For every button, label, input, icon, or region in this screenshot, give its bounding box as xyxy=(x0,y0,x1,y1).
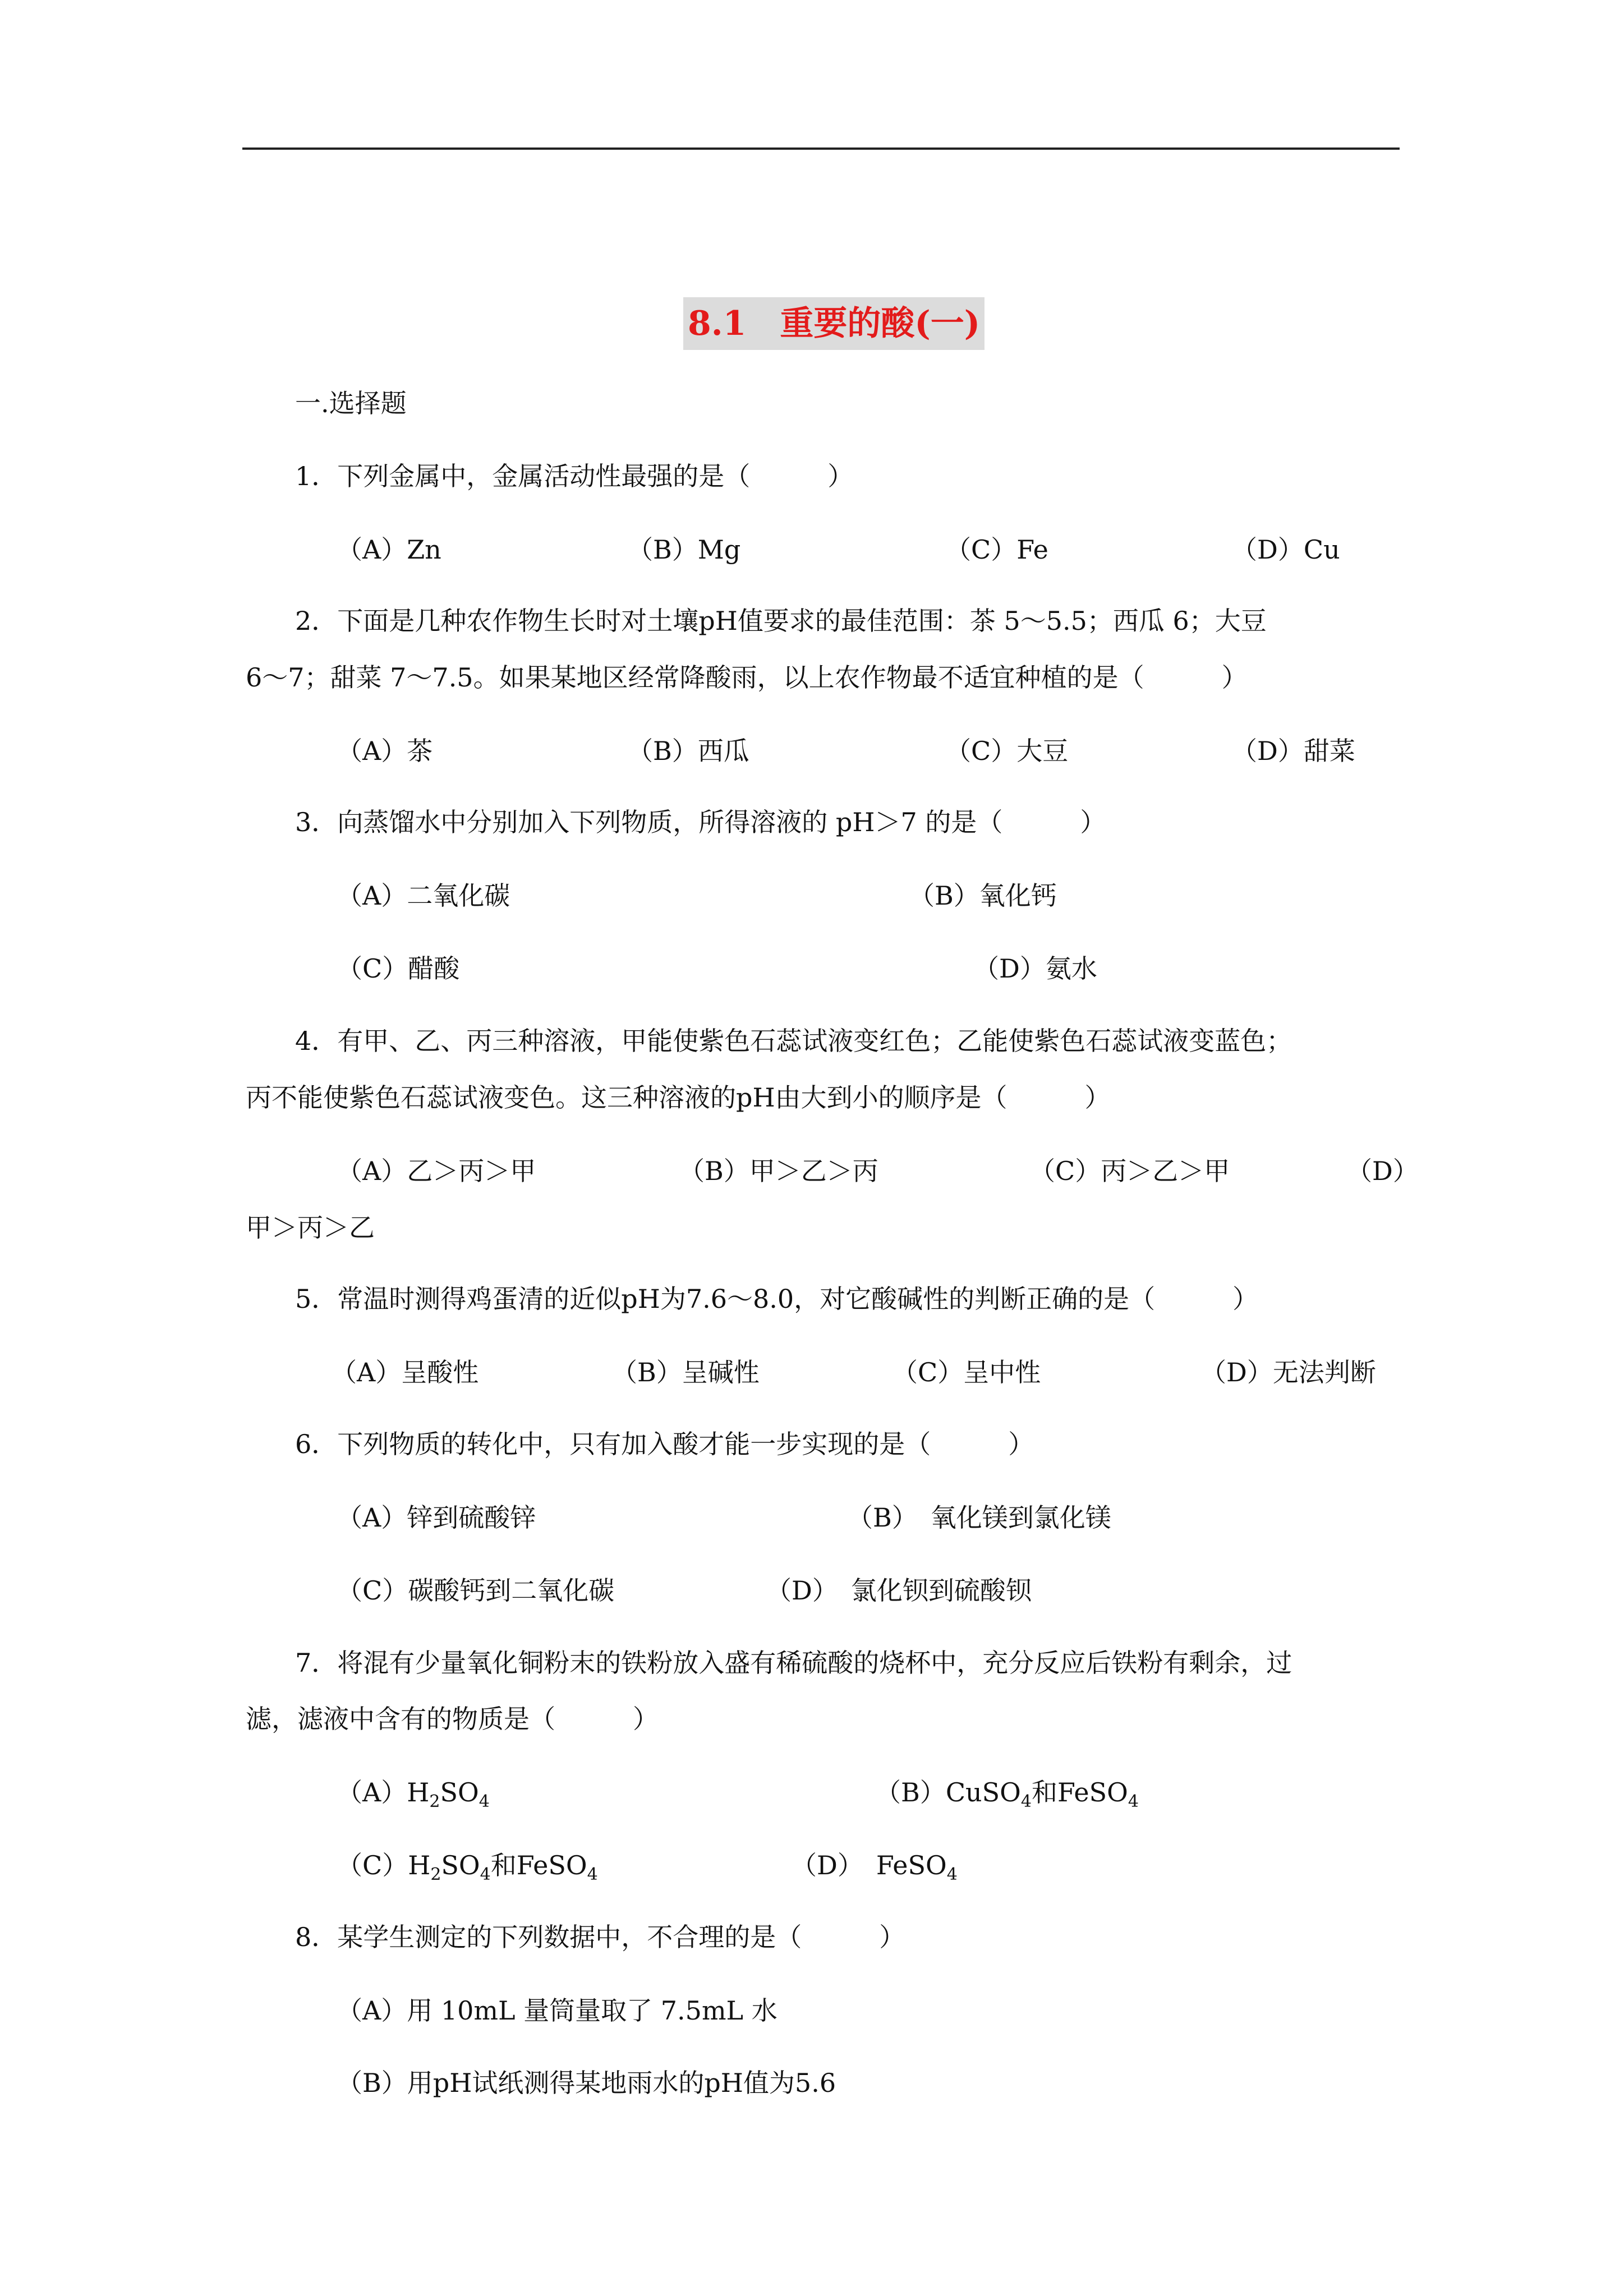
question-4-line-1: 4．有甲、乙、丙三种溶液，甲能使紫色石蕊试液变红色；乙能使紫色石蕊试液变蓝色； xyxy=(295,1026,1292,1056)
question-7-line-2: 滤，滤液中含有的物质是（ ） xyxy=(246,1704,659,1734)
q5-option-b: （B）呈碱性 xyxy=(611,1357,760,1387)
question-6: 6．下列物质的转化中，只有加入酸才能一步实现的是（ ） xyxy=(295,1429,1034,1459)
q4-option-a: （A）乙＞丙＞甲 xyxy=(337,1156,536,1186)
question-2-line-2: 6～7；甜菜 7～7.5。如果某地区经常降酸雨，以上农作物最不适宜种植的是（ ） xyxy=(246,662,1248,693)
q6-option-b: （B） 氧化镁到氯化镁 xyxy=(847,1502,1111,1533)
q2-option-d: （D）甜菜 xyxy=(1231,736,1355,766)
q3-option-c: （C）醋酸 xyxy=(337,953,460,984)
question-8: 8．某学生测定的下列数据中，不合理的是（ ） xyxy=(295,1922,905,1952)
q4-option-d-label: （D） xyxy=(1346,1156,1419,1186)
q7-option-d: （D） FeSO$_4$ xyxy=(791,1850,958,1884)
q2-option-a: （A）茶 xyxy=(337,736,433,766)
q4-option-d-text: 甲＞丙＞乙 xyxy=(246,1212,375,1243)
q5-option-c: （C）呈中性 xyxy=(892,1357,1041,1387)
question-3: 3．向蒸馏水中分别加入下列物质，所得溶液的 pH＞7 的是（ ） xyxy=(295,807,1106,837)
section-heading: 一.选择题 xyxy=(295,388,407,418)
q3-option-b: （B）氧化钙 xyxy=(909,880,1057,911)
question-5: 5．常温时测得鸡蛋清的近似pH为7.6～8.0，对它酸碱性的判断正确的是（ ） xyxy=(295,1284,1259,1314)
q7-option-b: （B）CuSO$_4$和FeSO$_4$ xyxy=(875,1777,1139,1811)
q7-option-c: $(C)H_2SO_4$和FeSO$_4$ xyxy=(337,1850,598,1884)
q7-option-a: $(A)H_2SO_4$ xyxy=(337,1777,490,1811)
q1-option-b: （B）Mg xyxy=(627,534,741,565)
q6-option-c: （C）碳酸钙到二氧化碳 xyxy=(337,1575,615,1606)
q3-option-a: （A）二氧化碳 xyxy=(337,880,510,911)
q1-option-d: （D）Cu xyxy=(1231,534,1340,565)
q8-option-b: （B）用pH试纸测得某地雨水的pH值为5.6 xyxy=(337,2068,836,2098)
question-1: 1．下列金属中，金属活动性最强的是（ ） xyxy=(295,461,854,491)
q4-option-b: （B）甲＞乙＞丙 xyxy=(679,1156,878,1186)
q3-option-d: （D）氨水 xyxy=(973,953,1097,984)
q5-option-a: （A）呈酸性 xyxy=(331,1357,479,1387)
q2-option-b: （B）西瓜 xyxy=(627,736,749,766)
q4-option-c: （C）丙＞乙＞甲 xyxy=(1029,1156,1230,1186)
header-rule xyxy=(242,147,1400,150)
q1-option-a: （A）Zn xyxy=(337,534,441,565)
question-4-line-2: 丙不能使紫色石蕊试液变色。这三种溶液的pH由大到小的顺序是（ ） xyxy=(246,1082,1111,1113)
q1-option-c: （C）Fe xyxy=(945,534,1048,565)
q5-option-d: （D）无法判断 xyxy=(1200,1357,1376,1387)
q8-option-a: （A）用 10mL 量筒量取了 7.5mL 水 xyxy=(337,1995,778,2026)
q2-option-c: （C）大豆 xyxy=(945,736,1069,766)
q6-option-d: （D） 氯化钡到硫酸钡 xyxy=(766,1575,1032,1606)
question-7-line-1: 7．将混有少量氧化铜粉末的铁粉放入盛有稀硫酸的烧杯中，充分反应后铁粉有剩余，过 xyxy=(295,1648,1292,1678)
q6-option-a: （A）锌到硫酸锌 xyxy=(337,1502,536,1533)
question-2-line-1: 2．下面是几种农作物生长时对土壤pH值要求的最佳范围：茶 5～5.5；西瓜 6；大豆 xyxy=(295,606,1267,636)
page-title: 8.1 重要的酸(一) xyxy=(683,297,984,350)
